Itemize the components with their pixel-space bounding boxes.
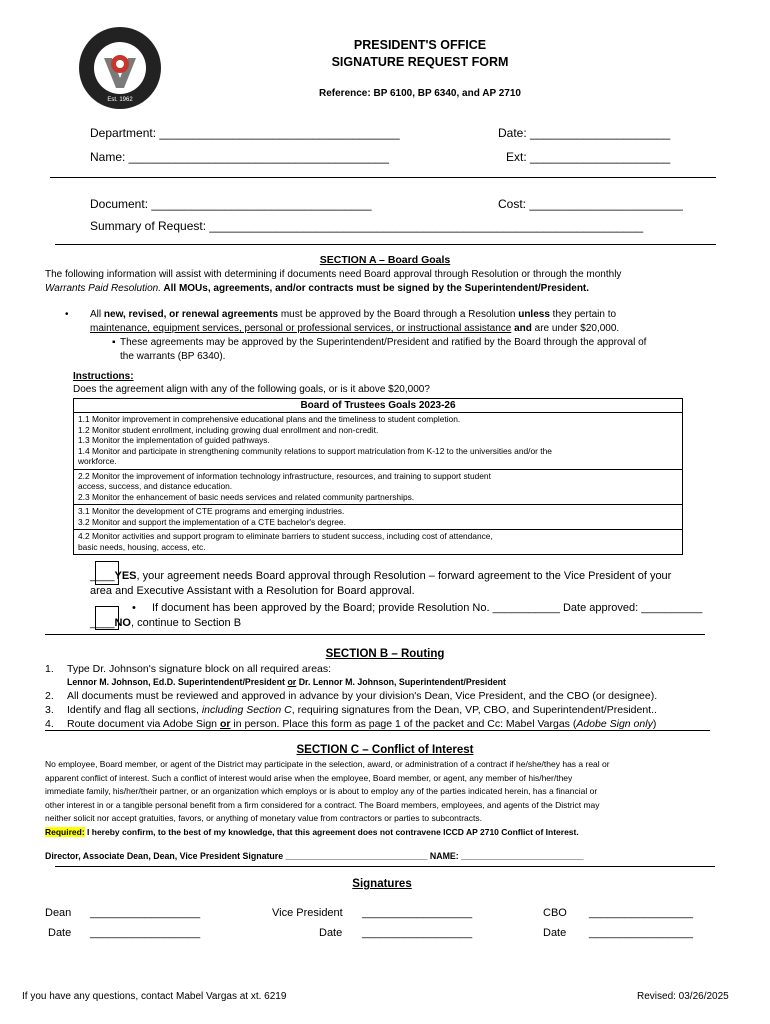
vp-signature-blank[interactable]: __________________ [362, 907, 473, 919]
goal-group-2: 2.2 Monitor the improvement of information technology infrastructure, resources, and training to support student access, success, and distance education. 2.3 Monitor the enhancement of basic needs services and related community partnerships. [74, 469, 683, 505]
instructions-label: Instructions: [73, 371, 134, 382]
footer-contact: If you have any questions, contact Mabel Vargas at xt. 6219 [22, 991, 287, 1002]
cbo-date-blank[interactable]: _________________ [589, 927, 694, 939]
required-statement: Required: I hereby confirm, to the best of my knowledge, that this agreement does not contravene ICCD AP 2710 Conflict of Interest. [45, 826, 579, 837]
routing-item-1: 1. Type Dr. Johnson's signature block on all required areas: [45, 663, 332, 675]
vp-date-label: Date [319, 927, 343, 939]
goal-group-4: 4.2 Monitor activities and support program to eliminate barriers to student success, including cost of attendance, basic needs, housing, access, etc. [74, 530, 683, 555]
svg-text:Est. 1962: Est. 1962 [107, 97, 133, 103]
yes-option-line2: area and Executive Assistant with a Resolution for Board approval. [90, 585, 415, 597]
divider [45, 730, 710, 731]
director-signature-line[interactable]: Director, Associate Dean, Dean, Vice President Signature _____________________________ NAME: _________________________ [45, 851, 584, 861]
goal-group-3: 3.1 Monitor the development of CTE programs and emerging industries. 3.2 Monitor and support the implementation of a CTE bachelor's degree. [74, 505, 683, 530]
department-field[interactable]: Department: ____________________________________ [90, 126, 400, 140]
vp-date-blank[interactable]: __________________ [362, 927, 473, 939]
if-doc-bullet: • [132, 602, 136, 614]
dean-date-label: Date [48, 927, 72, 939]
no-option: ____NO, continue to Section B [90, 617, 242, 629]
goals-table-title: Board of Trustees Goals 2023-26 [74, 399, 683, 413]
routing-item-2: 2. All documents must be reviewed and approved in advance by your division's Dean, Vice President, and the CBO (or designee). [45, 690, 658, 702]
section-a-title: SECTION A – Board Goals [319, 254, 451, 266]
section-a-intro [45, 268, 745, 296]
divider [50, 177, 716, 178]
section-c-title: SECTION C – Conflict of Interest [296, 744, 474, 756]
sub-bullet-text: These agreements may be approved by the Superintendent/President and ratified by the Board through the approval of the warrants (BP 6340). [120, 337, 647, 362]
summary-field[interactable]: Summary of Request: _________________________________________________________________ [90, 219, 644, 233]
routing-item-3: 3. Identify and flag all sections, including Section C, requiring signatures from the Dean, VP, CBO, and Superintendent/President.. [45, 704, 657, 716]
vp-label: Vice President [272, 907, 343, 919]
section-b-title: SECTION B – Routing [325, 648, 445, 660]
cbo-label: CBO [543, 907, 567, 919]
document-field[interactable]: Document: _________________________________ [90, 197, 372, 211]
cost-field[interactable]: Cost: _______________________ [498, 197, 683, 211]
instructions-question: Does the agreement align with any of the following goals, or is it above $20,000? [73, 384, 430, 395]
cbo-signature-blank[interactable]: _________________ [589, 907, 694, 919]
goals-table [73, 398, 683, 555]
divider [55, 244, 716, 245]
reference-line: Reference: BP 6100, BP 6340, and AP 2710 [319, 88, 521, 99]
dean-date-blank[interactable]: __________________ [90, 927, 201, 939]
dean-label: Dean [45, 907, 72, 919]
dean-signature-blank[interactable]: __________________ [90, 907, 201, 919]
divider [45, 634, 705, 635]
divider [55, 866, 715, 867]
bullet-board-approval: All new, revised, or renewal agreements must be approved by the Board through a Resolution unless they pertain to maintenance, equipment services, personal or professional services, or instructional assistance and are under $20,000. [90, 309, 620, 334]
yes-option: ____YES, your agreement needs Board approval through Resolution – forward agreement to the Vice President of your [90, 570, 672, 582]
date-field[interactable]: Date: _____________________ [498, 126, 671, 140]
footer-revised: Revised: 03/26/2025 [637, 991, 729, 1002]
routing-list [45, 662, 755, 731]
signatures-title: Signatures [352, 878, 412, 890]
bullet-dot: • [65, 309, 69, 320]
conflict-text: No employee, Board member, or agent of the District may participate in the selection, award, or administration of a contract if he/she/they has a real or apparent conflict of interest. Such a conflict of interest would arise when the employee, Board member, or agent, any member of his/her/they immediate family, his/her/their partner, or an organization which employs or is about to employ any of the parties indicated herein, has a financial or other interest in or a tangible personal benefit from a firm considered for a contract. The Board members, employees, and agents of the District may neither solicit nor accept gratuities, favors, or anything of monetary value from contractors or parties to subcontracts. Required: I hereby confirm, to the best of my knowledge, that this agreement does not contravene ICCD AP 2710 Conflict of Interest. [45, 758, 765, 839]
office-title: PRESIDENT'S OFFICE [353, 38, 487, 52]
if-doc-text: If document has been approved by the Board; provide Resolution No. ___________ Date approved: __________ [152, 602, 703, 614]
cbo-date-label: Date [543, 927, 567, 939]
intro-line-1: The following information will assist with determining if documents need Board approval through Resolution or through the monthly [45, 269, 622, 280]
ext-field[interactable]: Ext: _____________________ [506, 150, 671, 164]
signature-block-text: Lennor M. Johnson, Ed.D. Superintendent/President or Dr. Lennor M. Johnson, Superintendent/President [67, 677, 506, 687]
goal-group-1: 1.1 Monitor improvement in comprehensive educational plans and the timeliness to student completion. 1.2 Monitor student enrollment, including growing dual enrollment and non-credit. 1.3 Monitor the implementation of guided pathways. 1.4 Monitor and participate in strengthening community relations to support matriculation from K-12 to the universities and/or the workforce. [74, 413, 683, 470]
form-title: SIGNATURE REQUEST FORM [331, 55, 509, 69]
intro-line-2: Warrants Paid Resolution. All MOUs, agreements, and/or contracts must be signed by the Superintendent/President. [45, 283, 590, 294]
name-field[interactable]: Name: _______________________________________ [90, 150, 389, 164]
routing-item-4: 4. Route document via Adobe Sign or in person. Place this form as page 1 of the packet and Cc: Mabel Vargas (Adobe Sign only) [45, 718, 657, 730]
sub-bullet-dot: ▪ [112, 337, 116, 348]
